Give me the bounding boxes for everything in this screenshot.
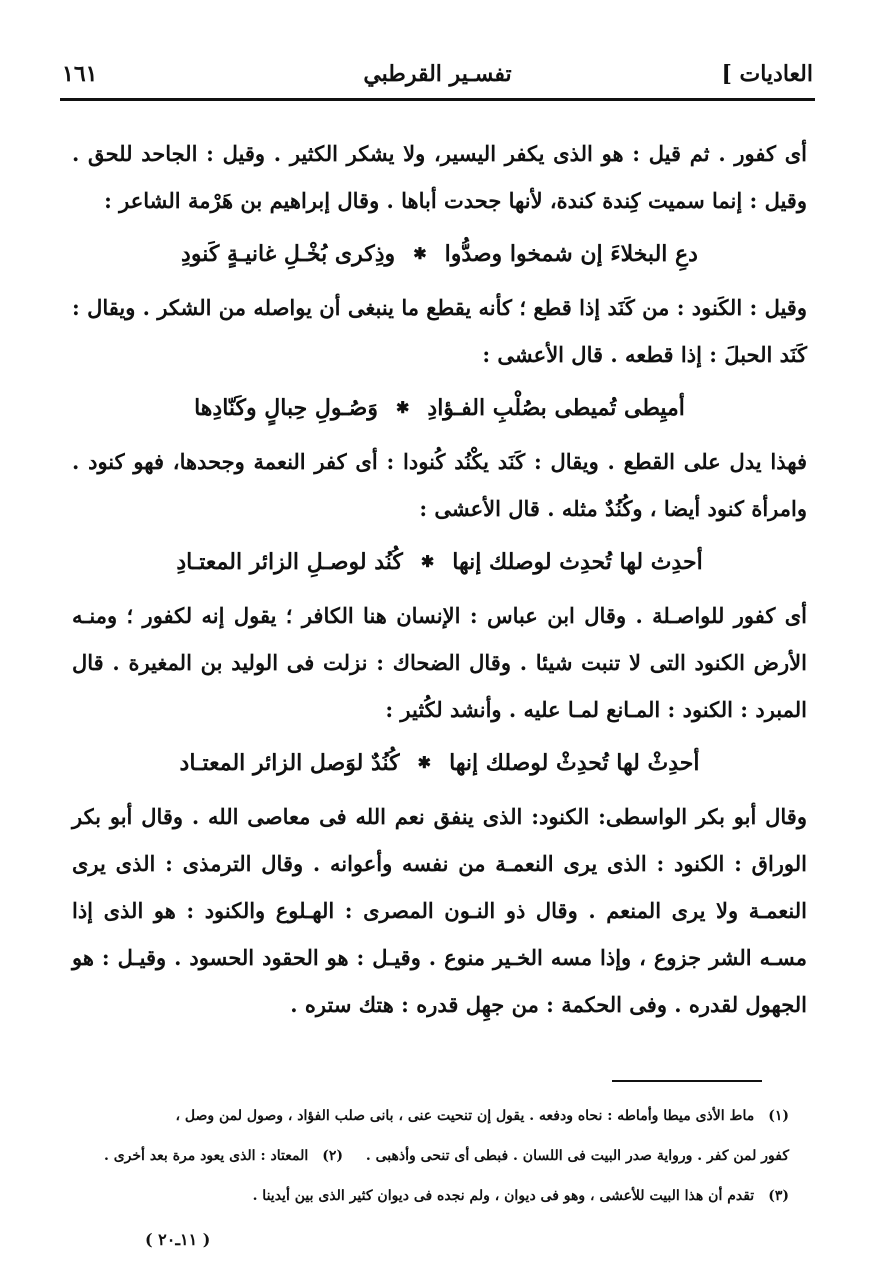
verse-2 [72, 378, 807, 438]
verse-1-first-hemistich: دعِ البخلاءَ إن شمخوا وصدُّوا [444, 241, 698, 267]
footnote-number-1: (١) [768, 1108, 789, 1124]
footnote-1-continuation: كفور لمن كفر . ورواية صدر البيت فى اللسان . فبطى أى تنحى وأذهبى . [365, 1148, 789, 1164]
footnote-number-3: (٣) [768, 1188, 789, 1204]
header-rule [60, 98, 815, 101]
verse-separator-star: ✱ [395, 398, 410, 417]
page-header [62, 54, 813, 94]
verse-4-first-hemistich: أحدِثْ لها تُحدِثْ لوصلك إنها [449, 750, 700, 776]
chapter-name: العاديات ] [721, 61, 813, 87]
verse-3-first-hemistich: أحدِث لها تُحدِث لوصلك إنها [452, 549, 703, 575]
running-title: تفسـير القرطبي [363, 61, 512, 87]
footnotes [76, 1096, 789, 1216]
verse-2-first-hemistich: أميِطى تُميطى بصُلْبِ الفـؤادِ [427, 395, 685, 421]
printer-signature-mark: ( ١١ـ٢٠ ) [145, 1230, 211, 1249]
footnote-1-line-1 [76, 1096, 789, 1136]
footnote-number-2: (٢) [322, 1148, 344, 1164]
verse-4-second-hemistich: كُنُدٌ لوَصل الزائر المعتـاد [179, 750, 400, 776]
footnote-rule [612, 1080, 762, 1082]
verse-3 [72, 532, 807, 592]
footnote-1-2-line [76, 1136, 789, 1176]
verse-1-second-hemistich: وذِكرى بُخْـلِ غانيـةٍ كَنودِ [181, 241, 396, 267]
verse-separator-star: ✱ [417, 753, 432, 772]
verse-2-second-hemistich: وَصُـولِ حِبالٍ وكَنّادِها [194, 395, 378, 421]
paragraph-1: أى كفور . ثم قيل : هو الذى يكفر اليسير، ولا يشكر الكثير . وقيل : الجاحد للحق . وقيل : إنما سميت كِندة كندة، لأنها جحدت أباها . وقال إبراهيم بن هَرْمة الشاعر : [72, 141, 807, 213]
verse-separator-star: ✱ [413, 244, 427, 263]
page-number: ١٦١ [62, 61, 98, 87]
footnote-3-text: تقدم أن هذا البيت للأعشى ، وهو فى ديوان ، ولم نجده فى ديوان كثير الذى بين أيدينا . [252, 1188, 755, 1204]
paragraph-3: فهذا يدل على القطع . ويقال : كَنَد يكْنُد كُنودا : أى كفر النعمة وجحدها، فهو كنود . وامرأة كنود أيضا ، وكُنُدٌ مثله . قال الأعشى : [72, 449, 807, 521]
paragraph-5: وقال أبو بكر الواسطى: الكنود: الذى ينفق نعم الله فى معاصى الله . وقال أبو بكر الوراق : الكنود : الذى يرى النعمـة من نفسه وأعوانه . وقال الترمذى : الذى يرى النعمـة ولا يرى المنعم . وقال ذو النـون المصرى : الهـلوع والكنود : هو الذى إذا مسـه الشر جزوع ، وإذا مسه الخـير منوع . وقيـل : هو الحقود الحسود . وقيـل : هو الجهول لقدره . وفى الحكمة : من جهِل قدره : هتك ستره . [72, 804, 807, 1017]
footnote-2-text: المعتاد : الذى يعود مرة بعد أخرى . [103, 1148, 309, 1164]
verse-4 [72, 733, 807, 793]
footnote-3-line [76, 1176, 789, 1216]
verse-separator-star: ✱ [420, 552, 435, 571]
footnote-1-text: ماط الأذى ميطا وأماطه : نحاه ودفعه . يقول إن تنحيت عنى ، بانى صلب الفؤاد ، وصول لمن وصل ، [175, 1108, 755, 1124]
paragraph-4: أى كفور للواصـلة . وقال ابن عباس : الإنسان هنا الكافر ؛ يقول إنه لكفور ؛ ومنـه الأرض الكنود التى لا تنبت شيئا . وقال الضحاك : نزلت فى الوليد بن المغيرة . قال المبرد : الكنود : المـانع لمـا عليه . وأنشد لكُثير : [72, 603, 807, 722]
main-text [72, 130, 807, 1028]
verse-1 [72, 224, 807, 284]
paragraph-2: وقيل : الكَنود : من كَنَد إذا قطع ؛ كأنه يقطع ما ينبغى أن يواصله من الشكر . ويقال : كَنَد الحبلَ : إذا قطعه . قال الأعشى : [72, 295, 807, 367]
verse-3-second-hemistich: كُنُد لوصـلِ الزائر المعتـادِ [176, 549, 403, 575]
